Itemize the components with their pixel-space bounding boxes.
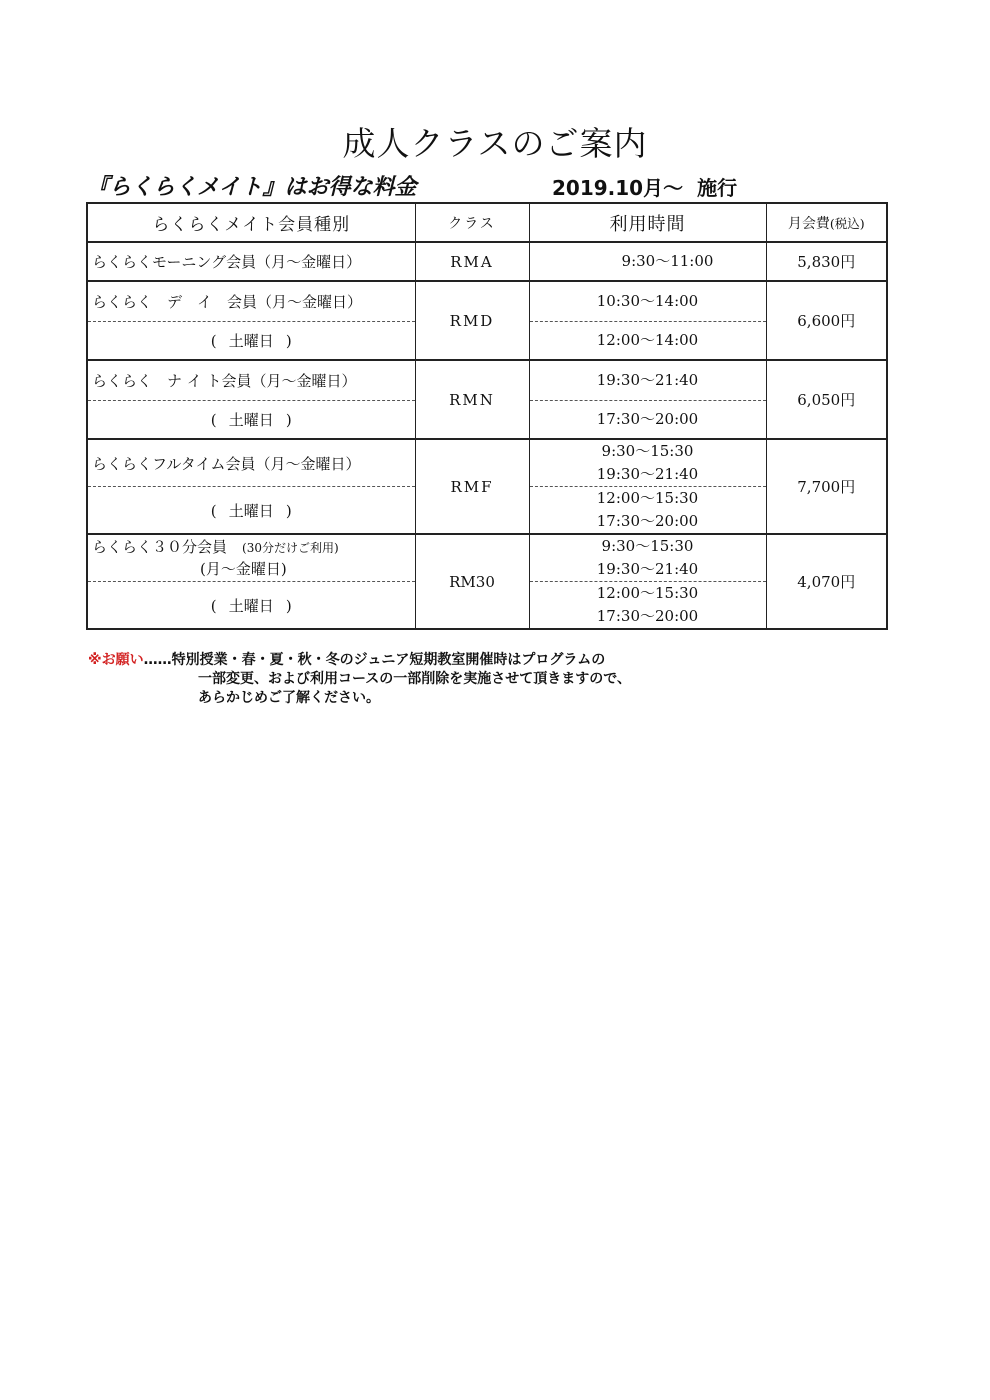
usage-time: 9:30～11:00 (529, 242, 766, 281)
header-fee: 月会費(税込) (766, 203, 887, 242)
notice (88, 651, 631, 708)
effective-label: 施行 (697, 176, 738, 200)
monthly-fee: 6,050円 (766, 360, 887, 439)
usage-time-weekday: 19:30～21:40 (529, 360, 766, 400)
member-type: らくらくフルタイム会員（月～金曜日） (87, 439, 415, 487)
usage-time-weekday-2: 19:30～21:40 (596, 560, 699, 578)
usage-time-saturday: 17:30～20:00 (529, 400, 766, 439)
notice-label: ※お願い (88, 652, 144, 668)
effective-date-value: 2019.10月～ (552, 176, 684, 200)
monthly-fee: 4,070円 (766, 534, 887, 629)
member-type-saturday: ( 土曜日 ) (87, 487, 415, 535)
monthly-fee: 7,700円 (766, 439, 887, 534)
table-row (87, 360, 887, 400)
usage-time-saturday-2: 17:30～20:00 (596, 607, 699, 625)
class-code: RMA (415, 242, 529, 281)
class-code: RM30 (415, 534, 529, 629)
effective-date (552, 172, 737, 201)
table-row (87, 242, 887, 281)
member-type: らくらくモーニング会員（月～金曜日） (87, 242, 415, 281)
member-type: らくらく ナ イ ト会員（月～金曜日） (87, 360, 415, 400)
usage-time-weekday (529, 534, 766, 582)
class-code: RMN (415, 360, 529, 439)
header-member-type: らくらくメイト会員種別 (87, 203, 415, 242)
usage-time-weekday-1: 9:30～15:30 (601, 442, 694, 460)
header-class: クラス (415, 203, 529, 242)
table-row (87, 281, 887, 321)
usage-time-weekday-1: 9:30～15:30 (601, 537, 694, 555)
member-type-name: らくらく３０分会員 (92, 537, 228, 556)
usage-time-weekday: 10:30～14:00 (529, 281, 766, 321)
table-header-row (87, 203, 887, 242)
usage-time-weekday-2: 19:30～21:40 (596, 465, 699, 483)
table-row (87, 534, 887, 582)
member-type-saturday: ( 土曜日 ) (87, 582, 415, 630)
usage-time-saturday-1: 12:00～15:30 (596, 584, 699, 602)
usage-time-saturday (529, 582, 766, 630)
monthly-fee: 5,830円 (766, 242, 887, 281)
notice-line-1: ※お願い……特別授業・春・夏・秋・冬のジュニア短期教室開催時はプログラムの (88, 652, 606, 668)
page-title: 成人クラスのご案内 (342, 124, 648, 163)
usage-time-saturday-2: 17:30～20:00 (596, 512, 699, 530)
usage-time-saturday (529, 487, 766, 535)
member-type (87, 534, 415, 582)
class-code: RMF (415, 439, 529, 534)
member-type-days: (月～金曜日) (200, 559, 287, 578)
member-type-note: (30分だけご利用) (242, 540, 339, 555)
monthly-fee: 6,600円 (766, 281, 887, 360)
notice-line-3: あらかじめご了解ください。 (198, 690, 380, 706)
class-code: RMD (415, 281, 529, 360)
usage-time-weekday (529, 439, 766, 487)
header-time: 利用時間 (529, 203, 766, 242)
usage-time-saturday: 12:00～14:00 (529, 321, 766, 360)
membership-fee-table (86, 202, 888, 630)
member-type: らくらく デ イ 会員（月～金曜日） (87, 281, 415, 321)
subtitle: 『らくらくメイト』はお得な料金 (87, 175, 417, 200)
table-row (87, 439, 887, 487)
member-type-saturday: ( 土曜日 ) (87, 321, 415, 360)
notice-line-2: 一部変更、および利用コースの一部削除を実施させて頂きますので、 (198, 671, 632, 687)
usage-time-saturday-1: 12:00～15:30 (596, 489, 699, 507)
member-type-saturday: ( 土曜日 ) (87, 400, 415, 439)
